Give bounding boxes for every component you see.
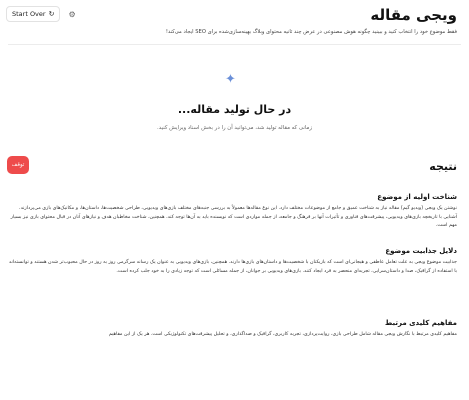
section-body: جذابیت موضوع ویجی به علت تعامل عاطفی و هیجانی‌ای است که بازیکنان با شخصیت‌ها و داستان‌های بازی‌ها دارند. همچنین، بازی‌های ویدیویی به عنوان یک رسانه سرگرمی روز به روز در حال محبوب‌تر شدن هستند و توانسته‌اند با استفاده از گرافیک، صدا و داستان‌سرایی، تجربه‌ای منحصر به فرد ایجاد کنند. بازی‌های ویدیویی بر جوانان، از جمله مسائلی است که توجه زیادی را به خود جلب کرده است. — [8, 260, 457, 274]
generating-title: در حال تولید مقاله... — [177, 103, 292, 116]
result-title: نتیجه — [429, 160, 457, 173]
refresh-icon: ↻ — [48, 10, 55, 18]
section-heading: مفاهیم کلیدی مرتبط — [385, 319, 457, 327]
sparkle-icon: ✦ — [225, 72, 236, 87]
result-section — [8, 247, 457, 276]
divider — [8, 44, 461, 45]
page-subtitle: فقط موضوع خود را انتخاب کنید و ببینید چگونه هوش مصنوعی در عرض چند ثانیه محتوای وبلاگ بهینه‌سازی‌شده برای SEO ایجاد می‌کند! — [165, 29, 457, 35]
toolbar — [6, 6, 78, 22]
section-body: مفاهیم کلیدی مرتبط با نگارش ویجی مقاله شامل طراحی بازی، روایت‌پردازی، تجربه کاربری، گرافیک و صداگذاری، و تحلیل پیشرفت‌های تکنولوژیکی است. هر یک از این مفاهیم — [108, 332, 457, 337]
result-section — [8, 193, 457, 231]
section-heading: دلایل جذابیت موضوع — [385, 247, 457, 255]
generating-subtitle: زمانی که مقاله تولید شد، می‌توانید آن را در بخش اسناد ویرایش کنید. — [157, 125, 312, 131]
start-over-button[interactable] — [6, 6, 60, 22]
section-heading: شناخت اولیه از موضوع — [377, 193, 457, 201]
page-title: ویجی مقاله — [370, 6, 457, 24]
stop-button[interactable]: توقف — [7, 156, 29, 174]
start-over-label: Start Over — [12, 10, 46, 18]
result-section — [8, 319, 457, 340]
gear-icon[interactable]: ⚙ — [68, 9, 76, 19]
section-body: نوشتن یک ویجی (ویدیو گیم) مقاله نیاز به شناخت عمیق و جامع از موضوعات مختلف دارد. این نوع مقاله‌ها معمولاً به بررسی جنبه‌های مختلف بازی‌های ویدیویی، طراحی شخصیت‌ها، داستان‌ها، و مکانیک‌های بازی می‌پردازند. آشنایی با تاریخچه بازی‌های ویدیویی، پیشرفت‌های فناوری و تأثیرات آنها بر فرهنگ و جامعه، از جمله مواردی است که نویسنده باید به آن‌ها توجه کند. همچنین، شناخت مخاطبان هدف و نیازهای آنان در قبال محتوای بازی نیز بسیار مهم است. — [10, 206, 457, 229]
